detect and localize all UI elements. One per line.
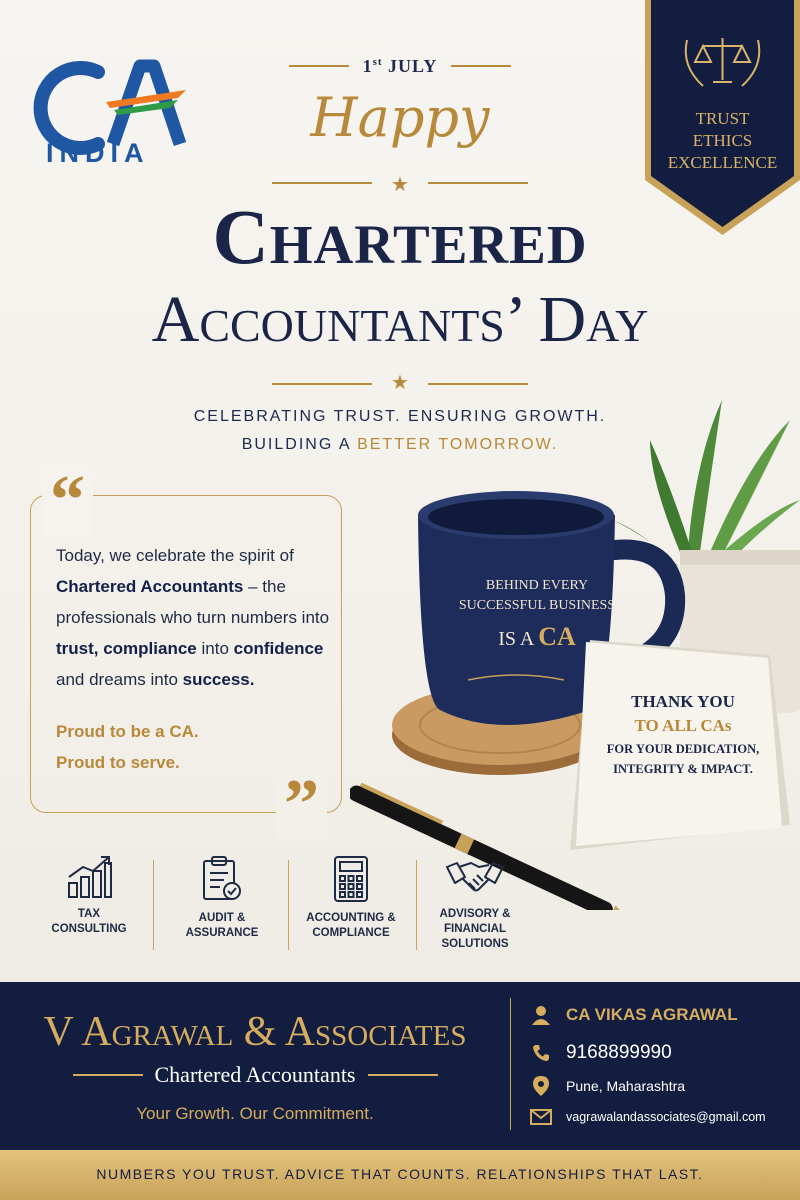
- firm-line-right: [368, 1074, 438, 1076]
- ornament-line: [272, 182, 372, 184]
- event-date: 1st JULY: [362, 55, 438, 76]
- firm-name: V Agrawal & Associates: [43, 1009, 467, 1055]
- service-tax-consulting: TAX CONSULTING: [22, 855, 156, 965]
- mug-line-1: BEHIND EVERY: [485, 578, 589, 593]
- phone-icon: [530, 1042, 552, 1064]
- card-line-3: FOR YOUR DEDICATION,: [606, 742, 760, 756]
- contact-phone[interactable]: 9168899990: [566, 1042, 672, 1063]
- footer-divider: [510, 998, 511, 1130]
- proud-lines: [56, 716, 336, 778]
- service-audit-assurance: AUDIT & ASSURANCE: [155, 855, 289, 965]
- date-row: [270, 54, 530, 78]
- card-line-4: INTEGRITY & IMPACT.: [613, 762, 753, 776]
- ribbon-trust: TRUST: [695, 109, 750, 128]
- title-line-2: Accountants’ Day: [151, 283, 649, 356]
- firm-line-left: [73, 1074, 143, 1076]
- contact-email-row[interactable]: [530, 1106, 766, 1128]
- mug-line-2: SUCCESSFUL BUSINESS: [458, 598, 616, 613]
- proud-line-2: Proud to serve.: [56, 753, 180, 772]
- proud-line-1: Proud to be a CA.: [56, 722, 199, 741]
- location-pin-icon: [530, 1075, 552, 1097]
- calculator-icon: [333, 855, 369, 903]
- email-icon: [530, 1106, 552, 1128]
- card-line-1: THANK YOU: [631, 692, 735, 711]
- service-advisory-financial: ADVISORY & FINANCIAL SOLUTIONS: [408, 855, 542, 965]
- tagline-line-1: CELEBRATING TRUST. ENSURING GROWTH.: [193, 408, 607, 425]
- close-quote-icon: ”: [276, 770, 327, 840]
- contact-phone-row[interactable]: [530, 1042, 672, 1064]
- open-quote-icon: “: [42, 466, 93, 536]
- card-line-2: TO ALL CAs: [634, 716, 732, 735]
- tagline-line-2: BUILDING A BETTER TOMORROW.: [241, 436, 559, 453]
- contact-location-row: [530, 1075, 685, 1097]
- quote-text: Today, we celebrate the spirit of Chartered Accountants – the professionals who turn numbers into trust, compliance into confidence and dreams into success.: [56, 546, 330, 689]
- title-line-1: Chartered: [212, 193, 588, 280]
- happy-heading: Happy: [310, 86, 490, 149]
- ribbon-excellence: EXCELLENCE: [667, 153, 778, 172]
- firm-subtitle: Chartered Accountants: [154, 1062, 356, 1087]
- ribbon-ethics: ETHICS: [692, 131, 753, 150]
- footer-band-text: NUMBERS YOU TRUST. ADVICE THAT COUNTS. RELATIONSHIPS THAT LAST.: [96, 1166, 704, 1182]
- date-line-left: [289, 65, 349, 67]
- growth-chart-icon: [65, 855, 113, 899]
- service-accounting-compliance: ACCOUNTING & COMPLIANCE: [284, 855, 418, 965]
- mug-line-3: IS A CA: [498, 622, 576, 651]
- contact-city: Pune, Maharashtra: [566, 1078, 686, 1094]
- contact-email[interactable]: vagrawalandassociates@gmail.com: [566, 1110, 766, 1124]
- date-line-right: [451, 65, 511, 67]
- clipboard-check-icon: [200, 855, 244, 903]
- star-ornament-bottom: ★: [391, 372, 409, 394]
- contact-name-row: [530, 1004, 738, 1026]
- ornament-line: [428, 182, 528, 184]
- contact-name: CA VIKAS AGRAWAL: [566, 1005, 738, 1024]
- firm-tagline: Your Growth. Our Commitment.: [136, 1104, 374, 1123]
- star-ornament-top: ★: [391, 174, 409, 196]
- person-icon: [530, 1004, 552, 1026]
- logo-country-text: INDIA: [46, 138, 150, 168]
- firm-subtitle-row: [30, 1062, 480, 1088]
- handshake-icon: [445, 855, 505, 899]
- service-divider: [153, 860, 154, 950]
